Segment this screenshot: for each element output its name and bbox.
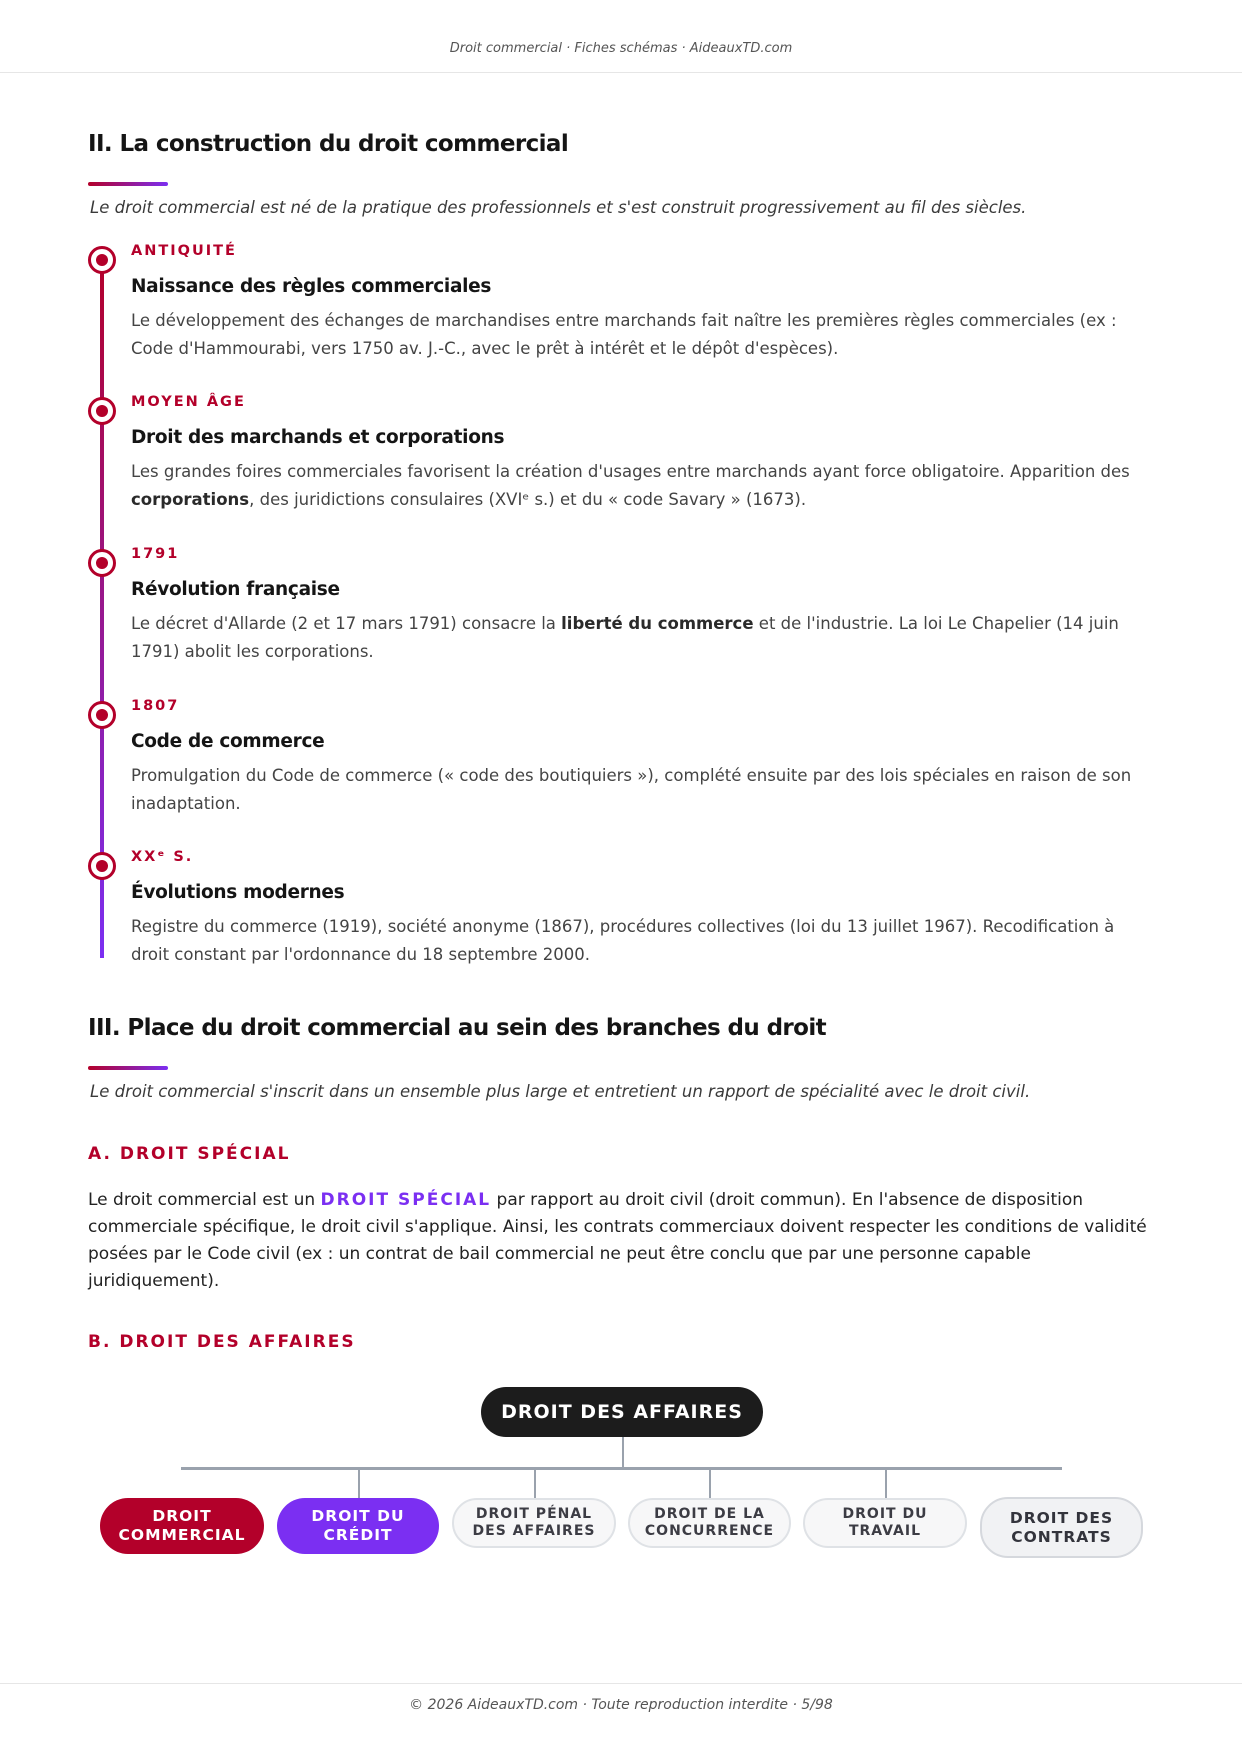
org-chart-root: DROIT DES AFFAIRES <box>481 1387 763 1437</box>
timeline-title: Révolution française <box>131 579 340 600</box>
subsection-b-heading: B. DROIT DES AFFAIRES <box>88 1332 356 1352</box>
section-3-intro: Le droit commercial s'inscrit dans un ensemble plus large et entretient un rapport de spécialité avec le droit civil. <box>90 1082 1031 1101</box>
keyword-droit-special: DROIT SPÉCIAL <box>320 1190 492 1210</box>
section-2-underline <box>88 182 168 186</box>
page-footer <box>0 1683 1242 1755</box>
subsection-a-heading: A. DROIT SPÉCIAL <box>88 1144 291 1164</box>
timeline-era: 1791 <box>131 546 180 562</box>
timeline-text-part: et de l'industrie. La loi Le Chapelier (14 juin 1791) abolit les corporations. <box>131 614 1119 661</box>
footer-text: © 2026 AideauxTD.com · Toute reproduction interdite · 5/98 <box>409 1697 833 1713</box>
org-chart-connector <box>534 1470 536 1500</box>
timeline-era: ANTIQUITÉ <box>131 243 237 259</box>
section-3-title: III. Place du droit commercial au sein des branches du droit <box>88 1015 827 1041</box>
timeline-text: Le développement des échanges de marchandises entre marchands fait naître les premières règles commerciales (ex : Code d'Hammourabi, vers 1750 av. J.-C., avec le prêt à intérêt et le dépôt d'espèces). <box>131 311 1117 358</box>
org-node-droit-de-la-concurrence: DROIT DE LA CONCURRENCE <box>628 1498 791 1548</box>
timeline-dot <box>88 397 116 425</box>
timeline-text <box>131 610 1146 666</box>
org-chart-rail <box>181 1467 1062 1470</box>
timeline-title: Droit des marchands et corporations <box>131 427 505 448</box>
header-text: Droit commercial · Fiches schémas · AideauxTD.com <box>449 41 793 56</box>
timeline-text <box>131 458 1146 514</box>
org-node-droit-du-travail: DROIT DU TRAVAIL <box>803 1498 967 1548</box>
timeline-dot <box>88 701 116 729</box>
timeline-text-bold: liberté du commerce <box>561 614 754 633</box>
timeline-title: Évolutions modernes <box>131 882 345 903</box>
timeline-text-bold: corporations <box>131 490 250 509</box>
section-2-title: II. La construction du droit commercial <box>88 131 569 157</box>
timeline-title: Code de commerce <box>131 731 325 752</box>
section-3-underline <box>88 1066 168 1070</box>
org-node-droit-penal-des-affaires: DROIT PÉNAL DES AFFAIRES <box>452 1498 616 1548</box>
page-header <box>0 0 1242 73</box>
timeline-era: XXᵉ S. <box>131 849 194 865</box>
paragraph-part: Le droit commercial est un <box>88 1190 321 1210</box>
timeline-dot <box>88 246 116 274</box>
subsection-a-paragraph <box>88 1187 1163 1295</box>
org-chart-connector <box>358 1470 360 1500</box>
timeline-text-part: Les grandes foires commerciales favorisent la création d'usages entre marchands ayant force obligatoire. Apparition des <box>131 462 1130 481</box>
timeline-dot <box>88 852 116 880</box>
timeline-text: Promulgation du Code de commerce (« code des boutiquiers »), complété ensuite par des lois spéciales en raison de son inadaptation. <box>131 766 1132 813</box>
org-node-droit-commercial: DROIT COMMERCIAL <box>100 1498 264 1554</box>
timeline-text-part: Le décret d'Allarde (2 et 17 mars 1791) consacre la <box>131 614 562 633</box>
timeline-dot <box>88 549 116 577</box>
section-2-intro: Le droit commercial est né de la pratique des professionnels et s'est construit progressivement au fil des siècles. <box>90 198 1027 217</box>
paragraph-part: par rapport au droit civil (droit commun). En l'absence de disposition commerciale spécifique, le droit civil s'applique. Ainsi, les contrats commerciaux doivent respecter les conditions de validité posées par le Code civil (ex : un contrat de bail commercial ne peut être conclu que par une personne capable juridiquement). <box>88 1190 1147 1291</box>
timeline-era: MOYEN ÂGE <box>131 394 246 410</box>
org-node-droit-des-contrats: DROIT DES CONTRATS <box>980 1497 1143 1558</box>
org-chart-stem <box>622 1437 624 1467</box>
org-chart-connector <box>709 1470 711 1500</box>
timeline-text-part: , des juridictions consulaires (XVIᵉ s.) et du « code Savary » (1673). <box>249 490 807 509</box>
timeline-era: 1807 <box>131 698 180 714</box>
org-chart-connector <box>885 1470 887 1500</box>
org-node-droit-du-credit: DROIT DU CRÉDIT <box>277 1498 439 1554</box>
timeline-text: Registre du commerce (1919), société anonyme (1867), procédures collectives (loi du 13 juillet 1967). Recodification à droit constant par l'ordonnance du 18 septembre 2000. <box>131 917 1115 964</box>
timeline-title: Naissance des règles commerciales <box>131 276 492 297</box>
